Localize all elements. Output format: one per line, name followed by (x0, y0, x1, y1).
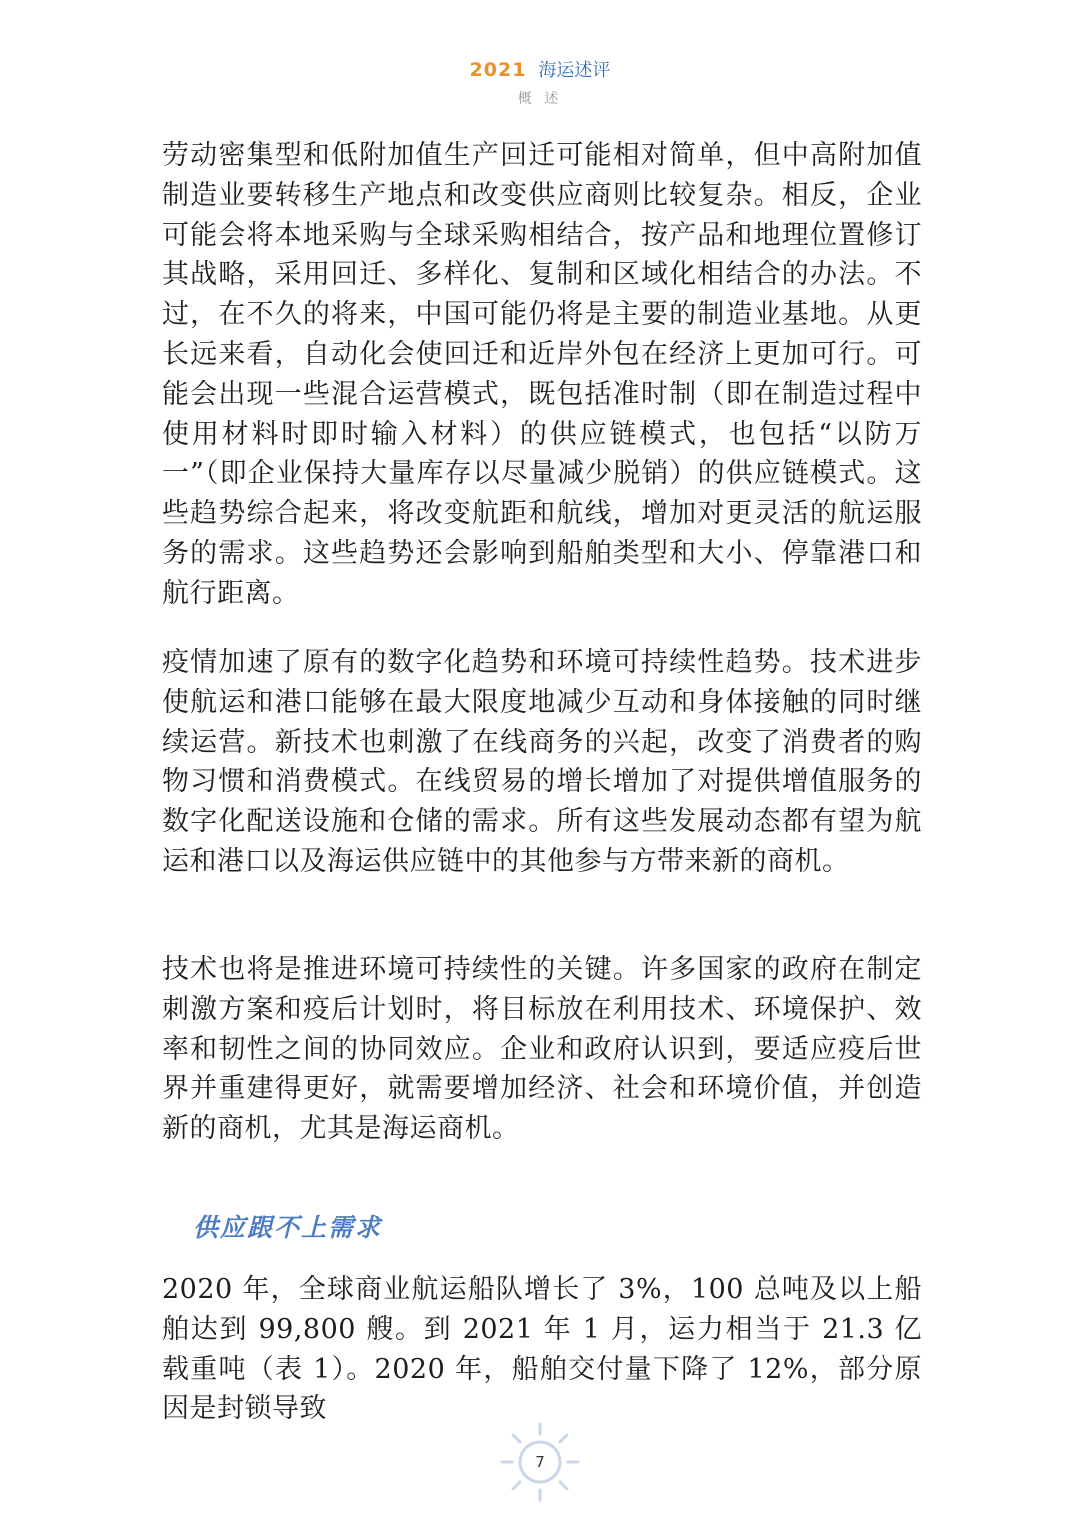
body-paragraph-4: 2020 年，全球商业航运船队增长了 3%，100 总吨及以上船舶达到 99,800 艘。到 2021 年 1 月，运力相当于 21.3 亿载重吨（表 1）。2020 年，船舶交付量下降了 12%，部分原因是封锁导致 (162, 1274, 922, 1425)
header-section-label: 概 述 (517, 91, 563, 107)
body-paragraph-1: 劳动密集型和低附加值生产回迁可能相对简单，但中高附加值制造业要转移生产地点和改变供应商则比较复杂。相反，企业可能会将本地采购与全球采购相结合，按产品和地理位置修订其战略，采用回迁、多样化、复制和区域化相结合的办法。不过，在不久的将来，中国可能仍将是主要的制造业基地。从更长远来看，自动化会使回迁和近岸外包在经济上更加可行。可能会出现一些混合运营模式，既包括准时制（即在制造过程中使用材料时即时输入材料）的供应链模式，也包括“以防万一”（即企业保持大量库存以尽量减少脱销）的供应链模式。这些趋势综合起来，将改变航距和航线，增加对更灵活的航运服务的需求。这些趋势还会影响到船舶类型和大小、停靠港口和航行距离。 (162, 140, 922, 609)
body-paragraph-2: 疫情加速了原有的数字化趋势和环境可持续性趋势。技术进步使航运和港口能够在最大限度地减少互动和身体接触的同时继续运营。新技术也刺激了在线商务的兴起，改变了消费者的购物习惯和消费模式。在线贸易的增长增加了对提供增值服务的数字化配送设施和仓储的需求。所有这些发展动态都有望为航运和港口以及海运供应链中的其他参与方带来新的商机。 (162, 647, 922, 877)
section-subheading: 供应跟不上需求 (193, 1213, 383, 1242)
body-paragraph-3: 技术也将是推进环境可持续性的关键。许多国家的政府在制定刺激方案和疫后计划时，将目标放在利用技术、环境保护、效率和韧性之间的协同效应。企业和政府认识到，要适应疫后世界并重建得更好，就需要增加经济、社会和环境价值，并创造新的商机，尤其是海运商机。 (162, 954, 922, 1145)
header-series-title: 海运述评 (538, 60, 611, 81)
page-footer (498, 1420, 582, 1504)
header-year: 2021 (469, 59, 527, 81)
header-title-line (470, 56, 611, 82)
page-header (0, 56, 1080, 108)
page-number: 7 (535, 1453, 545, 1471)
